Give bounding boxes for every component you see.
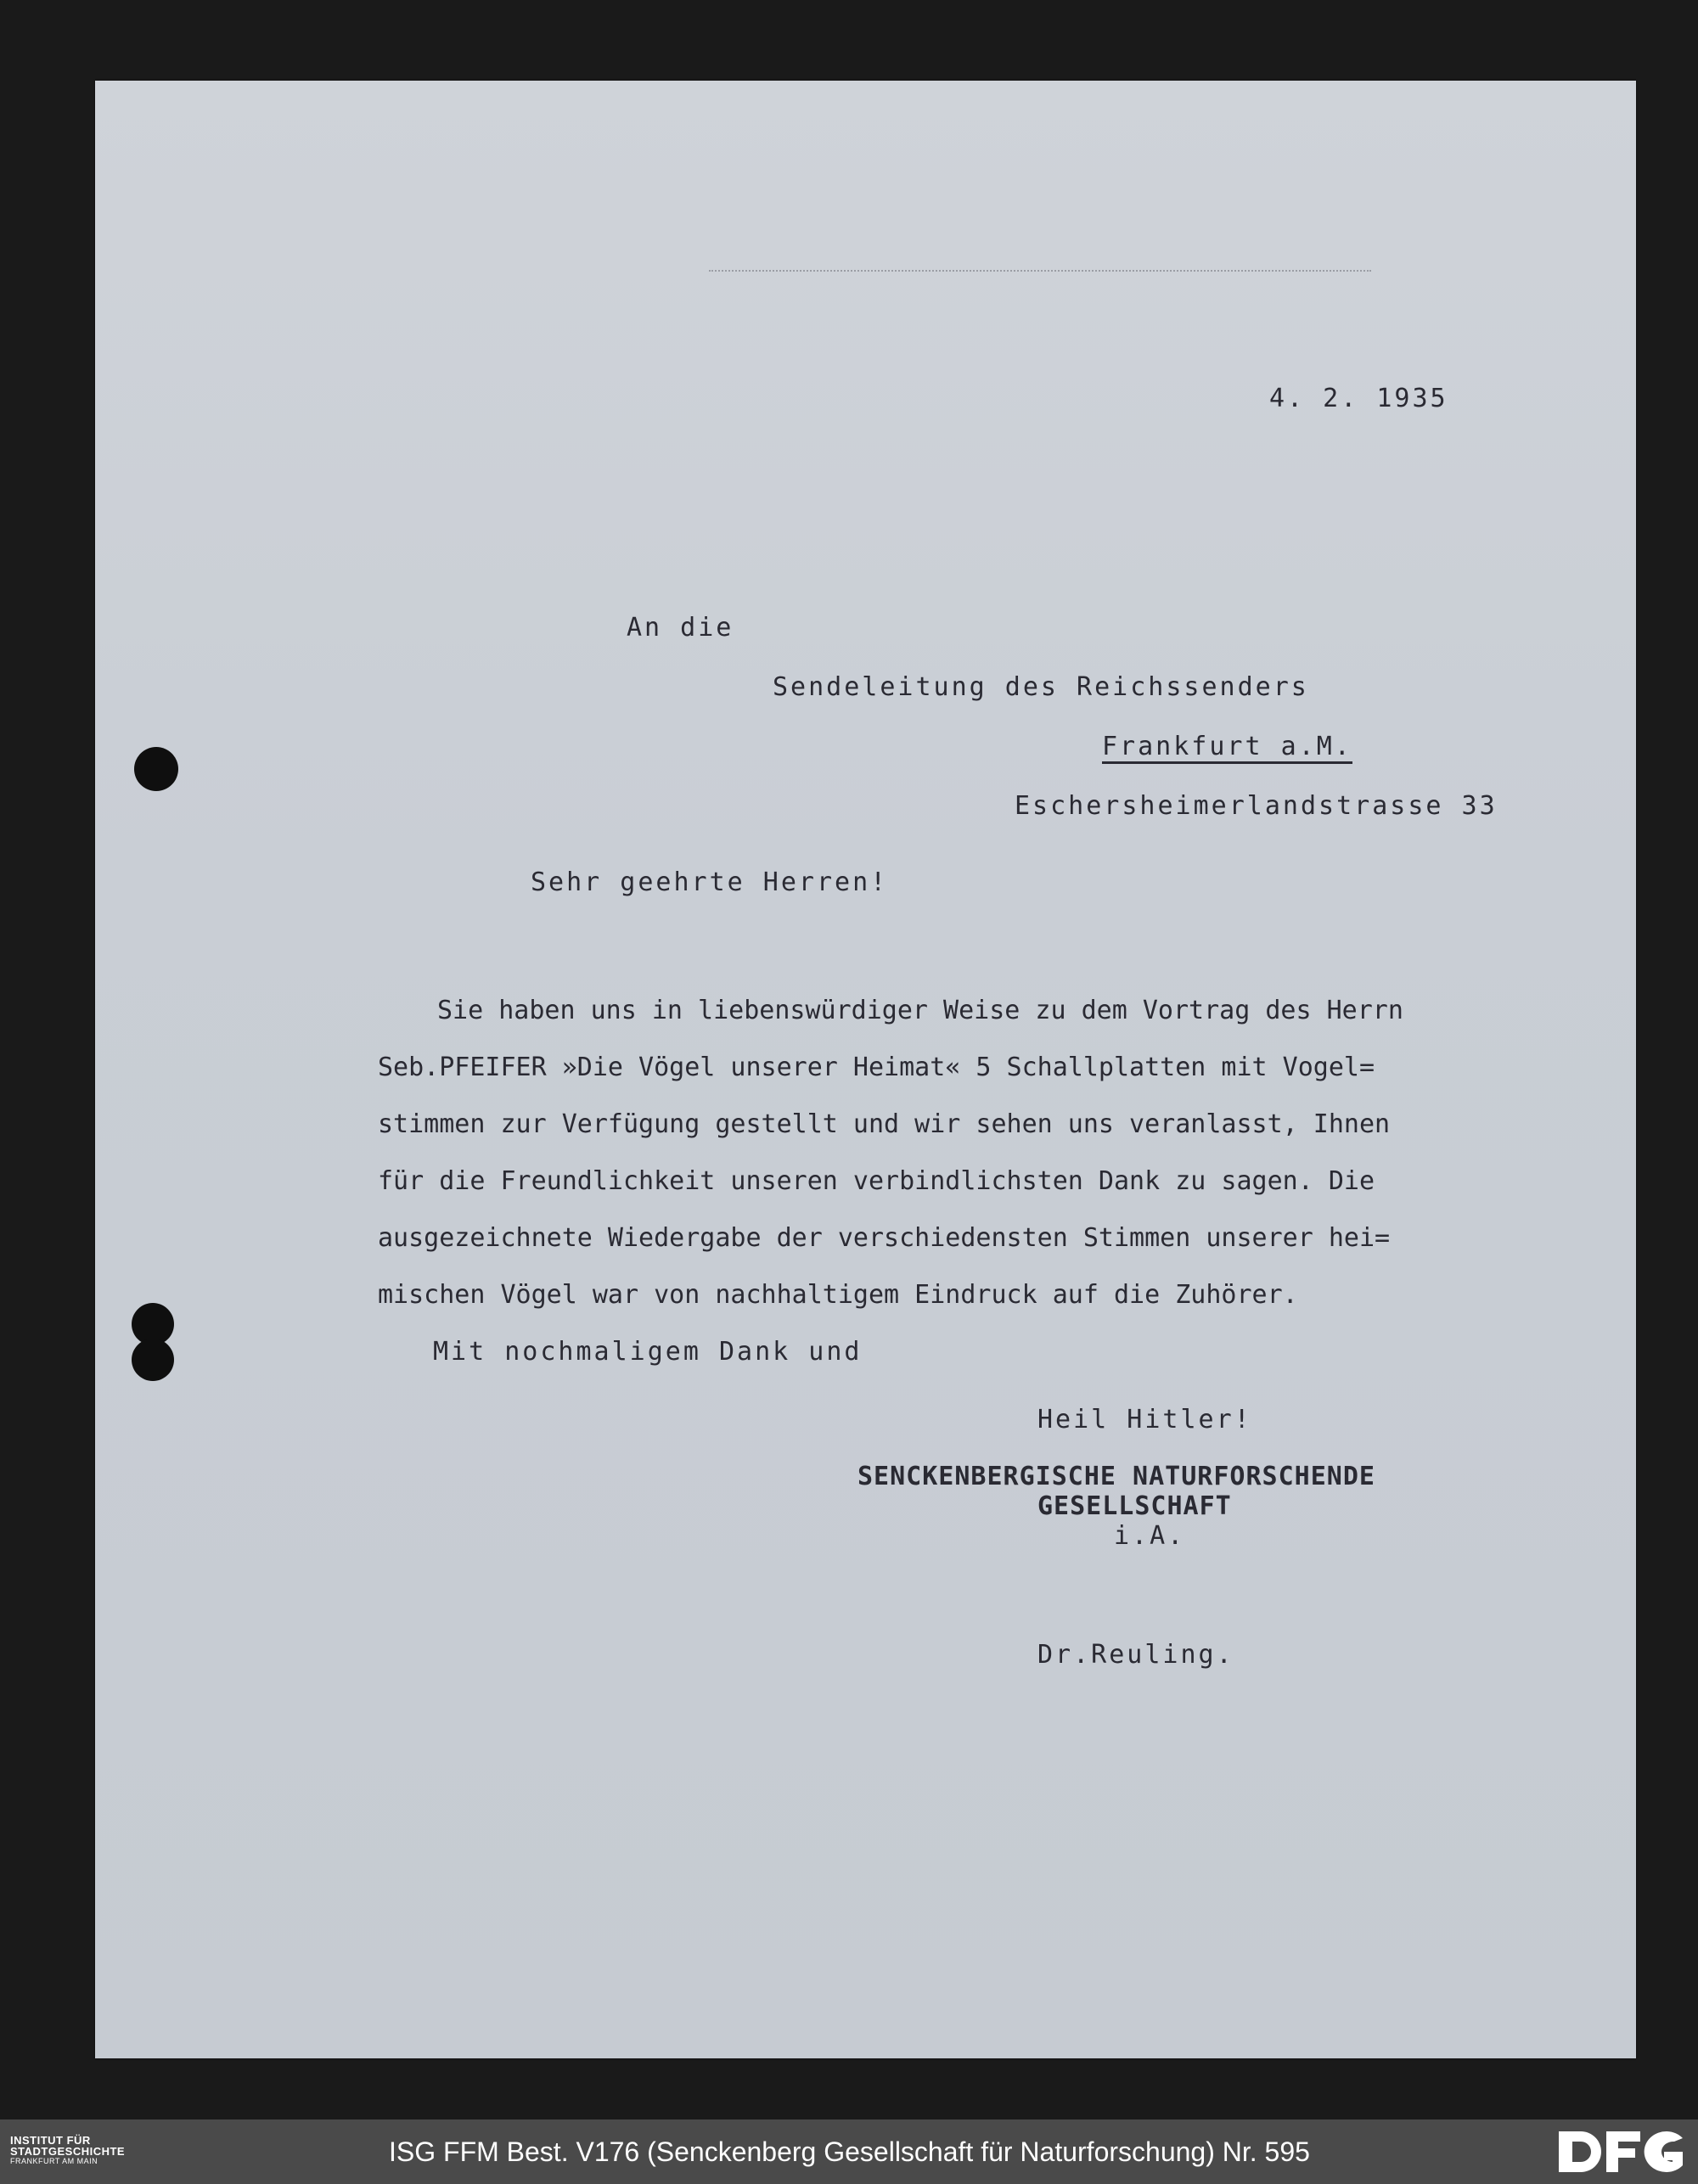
closing-line: Mit nochmaligem Dank und xyxy=(433,1337,863,1367)
dfg-logo-icon xyxy=(1559,2126,1686,2177)
body-line xyxy=(378,1223,1596,1253)
signature-ia: i.A. xyxy=(1114,1521,1186,1551)
body-line xyxy=(378,1280,1473,1310)
archive-caption: ISG FFM Best. V176 (Senckenberg Gesellschaft für Naturforschung) Nr. 595 xyxy=(389,2136,1310,2167)
signature-name: Dr.Reuling. xyxy=(1037,1640,1234,1670)
body-line-text: mischen Vögel war von nachhaltigem Eindruck auf die Zuhörer. xyxy=(378,1280,1298,1310)
signature-org-line-2: GESELLSCHAFT xyxy=(1037,1491,1232,1521)
institute-line-3: FRANKFURT AM MAIN xyxy=(10,2157,98,2165)
institute-line-2: STADTGESCHICHTE xyxy=(10,2145,126,2158)
recipient-line-1: An die xyxy=(627,613,734,643)
punch-hole-bottom-2 xyxy=(132,1339,174,1381)
signature-org-line-1: SENCKENBERGISCHE NATURFORSCHENDE xyxy=(857,1462,1375,1491)
greeting: Heil Hitler! xyxy=(1037,1405,1252,1434)
salutation: Sehr geehrte Herren! xyxy=(531,867,889,897)
body-line xyxy=(378,1109,1596,1139)
body-line xyxy=(378,1055,1596,1081)
body-line-text: für die Freundlichkeit unseren verbindlichsten Dank zu sagen. Die xyxy=(378,1166,1375,1196)
institute-line-1: INSTITUT FÜR xyxy=(10,2134,91,2147)
dotted-rule xyxy=(709,270,1371,272)
archive-footer xyxy=(0,2119,1698,2184)
body-line-text: Seb.PFEIFER »Die Vögel unserer Heimat« 5 Schallplatten mit Vogel= xyxy=(378,1053,1375,1082)
punch-hole-top xyxy=(134,747,178,791)
body-line-text: ausgezeichnete Wiedergabe der verschiedensten Stimmen unserer hei= xyxy=(378,1223,1391,1253)
body-line-text: stimmen zur Verfügung gestellt und wir sehen uns veranlasst, Ihnen xyxy=(378,1109,1391,1139)
institute-logo-text xyxy=(10,2135,125,2166)
recipient-line-3: Frankfurt a.M. xyxy=(1102,734,1352,764)
body-line xyxy=(437,998,1596,1024)
body-line xyxy=(378,1166,1596,1196)
body-line-text: Sie haben uns in liebenswürdiger Weise zu dem Vortrag des Herrn xyxy=(437,996,1403,1025)
recipient-line-4: Eschersheimerlandstrasse 33 xyxy=(1015,791,1498,821)
recipient-line-2: Sendeleitung des Reichssenders xyxy=(773,672,1309,702)
letter-date: 4. 2. 1935 xyxy=(1269,384,1448,413)
